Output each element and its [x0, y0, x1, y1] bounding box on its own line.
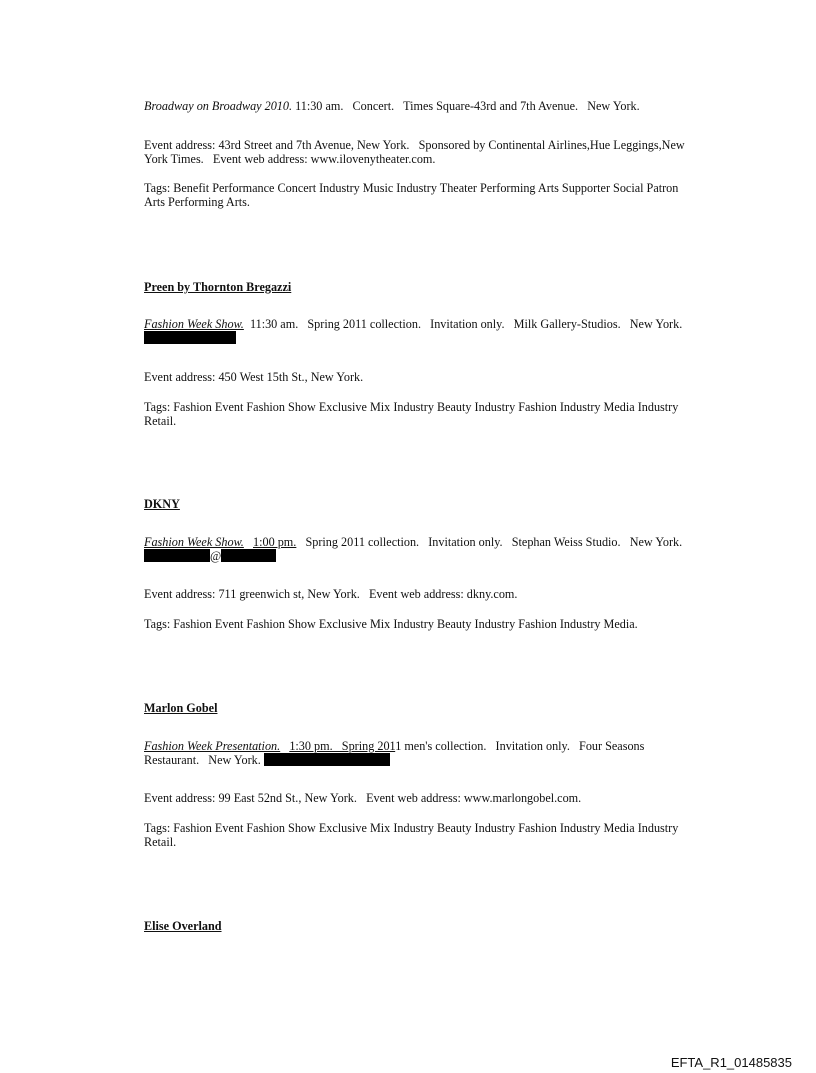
event-details: 11:30 am. Spring 2011 collection. Invitation only. Milk Gallery-Studios. New York. [243, 317, 683, 331]
event-address-block [144, 587, 696, 601]
event-tags-block [144, 617, 696, 631]
designer-heading-block [144, 497, 696, 511]
event-entry [144, 535, 696, 563]
event-address-block [144, 791, 696, 805]
event-details: Spring 2011 collection. Invitation only. Stephan Weiss Studio. New York. [296, 535, 683, 549]
designer-heading-block [144, 280, 696, 294]
designer-name: DKNY [144, 497, 180, 511]
designer-name: Elise Overland [144, 919, 222, 933]
event-line [144, 739, 696, 767]
event-tags-block [144, 821, 696, 849]
event-line [144, 99, 696, 113]
event-address-block [144, 370, 696, 384]
designer-heading-block [144, 919, 696, 933]
event-line [144, 535, 696, 563]
designer-heading-block [144, 701, 696, 715]
event-tags: Tags: Fashion Event Fashion Show Exclusive Mix Industry Beauty Industry Fashion Industry Media. [144, 617, 638, 631]
event-details: 1 men's collection. Invitation only. Four Seasons Restaurant. New York. [144, 739, 648, 767]
event-address: Event address: 450 West 15th St., New York. [144, 370, 364, 384]
event-title: Fashion Week Show. [144, 535, 244, 549]
event-entry [144, 739, 696, 767]
event-tags-block [144, 181, 696, 209]
event-tags: Tags: Fashion Event Fashion Show Exclusive Mix Industry Beauty Industry Fashion Industry Media Industry Retail. [144, 821, 682, 849]
event-details: 11:30 am. Concert. Times Square-43rd and 7th Avenue. New York. [292, 99, 640, 113]
designer-name: Preen by Thornton Bregazzi [144, 280, 292, 294]
event-time: 1:30 pm. Spring 201 [289, 739, 396, 753]
event-entry [144, 99, 696, 113]
event-tags: Tags: Benefit Performance Concert Industry Music Industry Theater Performing Arts Supporter Social Patron Arts Performing Arts. [144, 181, 681, 209]
event-title: Fashion Week Show. [144, 317, 244, 331]
redaction-box [221, 549, 276, 562]
designer-name: Marlon Gobel [144, 701, 218, 715]
document-id-footer: EFTA_R1_01485835 [670, 1055, 792, 1070]
redaction-box [144, 549, 210, 562]
event-tags-block [144, 400, 696, 428]
event-address: Event address: 711 greenwich st, New York. Event web address: dkny.com. [144, 587, 518, 601]
event-address: Event address: 99 East 52nd St., New York. Event web address: www.marlongobel.com. [144, 791, 582, 805]
event-time: 1:00 pm. [253, 535, 297, 549]
event-title: Broadway on Broadway 2010. [144, 99, 293, 113]
event-entry [144, 317, 696, 345]
event-title: Fashion Week Presentation. [144, 739, 281, 753]
redaction-box [264, 753, 390, 766]
event-line [144, 317, 696, 345]
contact-at: @ [210, 549, 222, 563]
redaction-box [144, 331, 236, 344]
event-address-block [144, 138, 696, 166]
event-tags: Tags: Fashion Event Fashion Show Exclusive Mix Industry Beauty Industry Fashion Industry Media Industry Retail. [144, 400, 682, 428]
event-address: Event address: 43rd Street and 7th Avenue, New York. Sponsored by Continental Airlines,Hue Leggings,New York Times. Event web address: www.ilovenytheater.com. [144, 138, 688, 166]
